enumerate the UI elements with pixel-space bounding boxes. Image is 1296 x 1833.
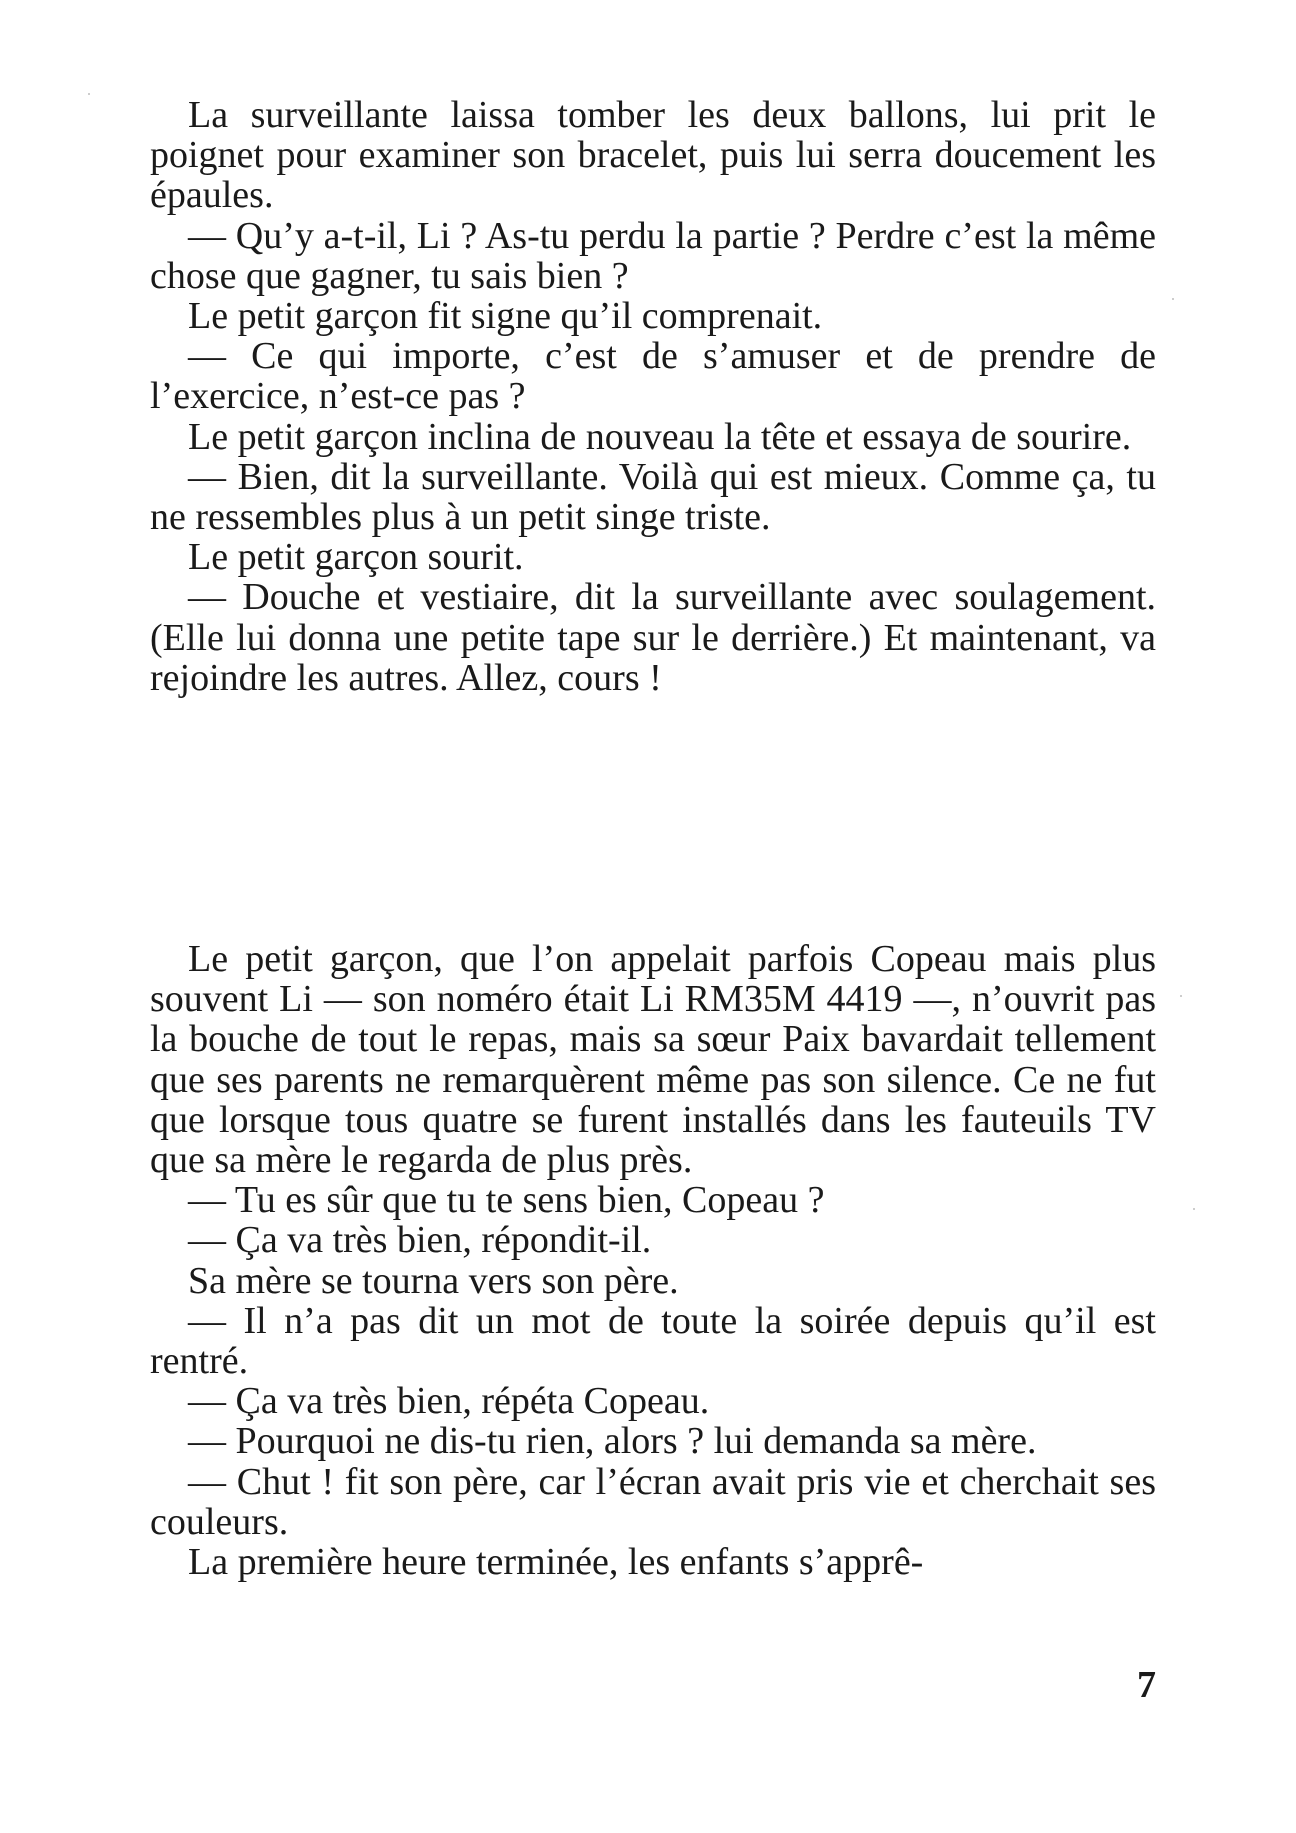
paragraph: Le petit garçon sourit. (188, 536, 524, 579)
paragraph: — Il n’a pas dit un mot de toute la soirée depuis qu’il est rentré. (150, 1299, 1156, 1383)
page-number: 7 (1137, 1664, 1156, 1706)
paragraph: — Douche et vestiaire, dit la surveillante avec soulagement. (Elle lui donna une petite tape sur le derrière.) Et maintenant, va rejoindre les autres. Allez, cours ! (150, 576, 1156, 699)
paragraph: — Ça va très bien, répondit-il. (188, 1219, 652, 1262)
paragraph: Le petit garçon inclina de nouveau la tête et essaya de sourire. (188, 415, 1132, 458)
paragraph: Le petit garçon fit signe qu’il comprenait. (188, 295, 823, 338)
paper-speck (88, 93, 90, 95)
paragraph: — Bien, dit la surveillante. Voilà qui est mieux. Comme ça, tu ne ressembles plus à un petit singe triste. (150, 455, 1156, 539)
paragraph: La surveillante laissa tomber les deux ballons, lui prit le poignet pour examiner son bracelet, puis lui serra doucement les épaules. (150, 94, 1156, 217)
paragraph: — Tu es sûr que tu te sens bien, Copeau ? (188, 1179, 825, 1222)
text-section-2 (150, 939, 1156, 1582)
paper-speck (1172, 298, 1174, 300)
paragraph: Sa mère se tourna vers son père. (188, 1259, 679, 1302)
paragraph: — Pourquoi ne dis-tu rien, alors ? lui demanda sa mère. (188, 1420, 1037, 1463)
paragraph: — Chut ! fit son père, car l’écran avait pris vie et cherchait ses couleurs. (150, 1460, 1156, 1543)
paper-speck (1193, 1208, 1195, 1210)
paragraph: — Ça va très bien, répéta Copeau. (188, 1380, 710, 1423)
paragraph: La première heure terminée, les enfants s’apprê- (188, 1541, 924, 1584)
text-section-1 (150, 95, 1156, 698)
paragraph: — Qu’y a-t-il, Li ? As-tu perdu la partie ? Perdre c’est la même chose que gagner, tu sais bien ? (150, 214, 1156, 297)
paper-speck (1180, 995, 1182, 997)
paragraph: Le petit garçon, que l’on appelait parfois Copeau mais plus souvent Li — son noméro était Li RM35M 4419 —, n’ouvrit pas la bouche de tout le repas, mais sa sœur Paix bavardait tellement que ses parents ne remarquèrent même pas son silence. Ce ne fut que lorsque tous quatre se furent installés dans les fauteuils TV que sa mère le regarda de plus près. (150, 938, 1156, 1182)
paragraph: — Ce qui importe, c’est de s’amuser et de prendre de l’exercice, n’est-ce pas ? (150, 335, 1156, 418)
